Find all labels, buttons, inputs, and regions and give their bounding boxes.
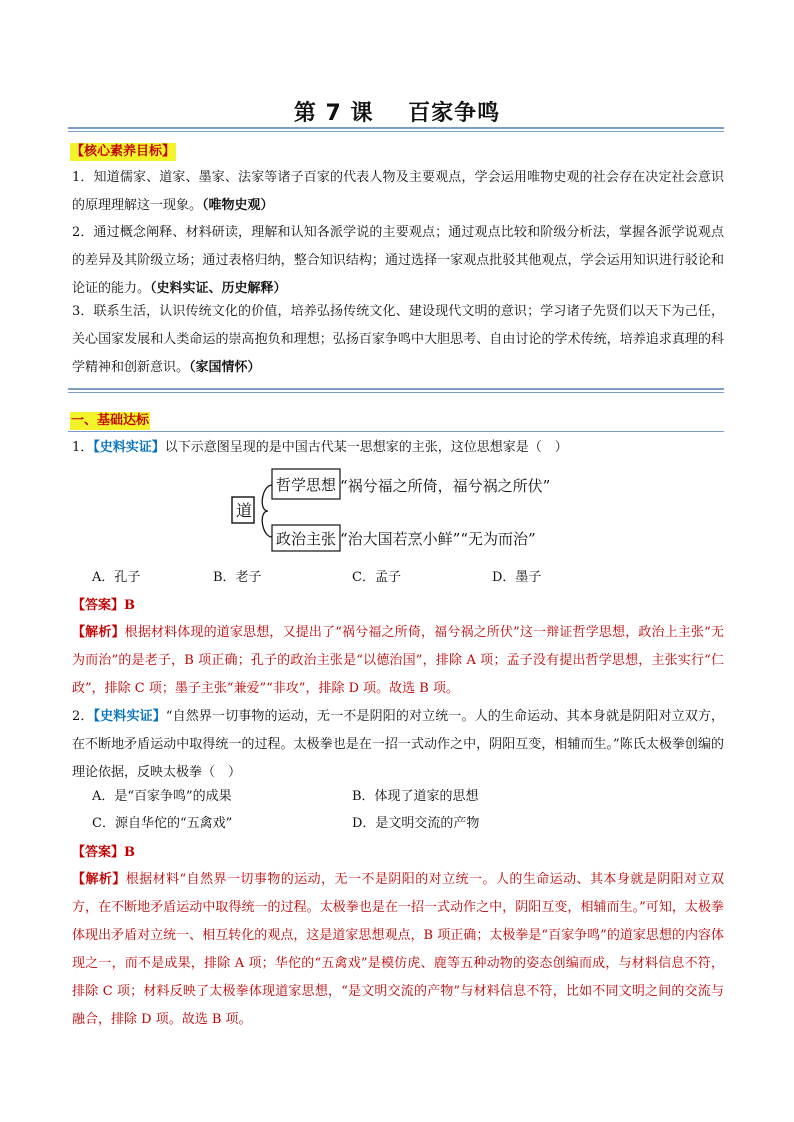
question-2-tag: 【史料实证】 — [93, 709, 166, 724]
diagram-root-label: 道 — [236, 501, 253, 520]
question-2-answer — [72, 839, 724, 867]
goal-item-1-text: 1．知道儒家、道家、墨家、法家等诸子百家的代表人物及主要观点，学会运用唯物史观的社会存在决定社会意识的原理理解这一现象。 — [72, 170, 724, 213]
goals-tag: 【核心素养目标】 — [71, 144, 176, 159]
goal-item-3-text: 3．联系生活，认识传统文化的价值，培养弘扬传统文化、建设现代文明的意识；学习诸子先贤们以天下为己任，关心国家发展和人类命运的崇高抱负和理想；弘扬百家争鸣中大胆思考、自由讨论的学术传统，培养追求真理的科学精神和创新意识。 — [72, 304, 724, 375]
goal-item-2 — [72, 219, 724, 303]
question-1-diagram — [228, 465, 573, 560]
diagram-branch-2-label: 政治主张 — [276, 530, 337, 548]
goal-item-1 — [72, 164, 724, 220]
goal-item-3-label: （家国情怀） — [189, 360, 261, 375]
question-2-analysis-text: 根据材料“自然界一切事物的运动，无一不是阴阳的对立统一。人的生命运动、其本身就是阴阳对立双方，在不断地矛盾运动中取得统一的过程。太极拳也是在一招一式动作之中，阴阳互变，相辅而生。”可知，太极拳体现出矛盾对立统一、相互转化的观点，这是道家思想观点，B 项正确；太极拳是“百家争鸣”的道家思想的内容体现之一，而不是成果，排除 A 项；华佗的“五禽戏”是模仿虎、鹿等五种动物的姿态创编而成，与材料信息不符，排除 C 项；材料反映了太极拳体现道家思想，“是文明交流的产物”与材料信息不符，比如不同文明之间的交流与融合，排除 D 项。故选 B 项。 — [72, 872, 724, 1027]
question-2-analysis-label: 【解析】 — [72, 872, 126, 887]
title-divider — [68, 127, 724, 132]
question-1-analysis — [72, 619, 724, 703]
goal-item-3 — [72, 298, 724, 382]
goal-item-2-label: （史料实证、历史解释） — [150, 281, 287, 296]
question-2-option-b[interactable]: B．体现了道家的思想 — [352, 789, 479, 804]
question-2-option-a[interactable]: A．是“百家争鸣”的成果 — [92, 789, 232, 804]
question-2-stem: “自然界一切事物的运动，无一不是阴阳的对立统一。人的生命运动、其本身就是阴阳对立双方，在不断地矛盾运动中取得统一的过程。太极拳也是在一招一式动作之中，阴阳互变，相辅而生。”陈氏太极拳创编的理论依据，反映太极拳（ ） — [72, 709, 724, 780]
question-1-answer-value: B — [124, 598, 136, 613]
question-1-option-b[interactable]: B．老子 — [213, 570, 262, 585]
question-1-number: 1． — [72, 440, 94, 455]
question-1-analysis-label: 【解析】 — [72, 625, 125, 640]
section-heading: 一、基础达标 — [71, 413, 150, 428]
question-2 — [72, 703, 724, 787]
question-1 — [72, 434, 724, 462]
question-2-number: 2． — [72, 709, 94, 724]
diagram-quote-1: “祸兮福之所倚，福兮祸之所伏” — [340, 477, 551, 495]
question-1-option-c[interactable]: C．孟子 — [352, 570, 401, 585]
question-1-analysis-text: 根据材料体现的道家思想，又提出了“祸兮福之所倚，福兮祸之所伏”这一辩证哲学思想，政治上主张“无为而治”的是老子，B 项正确；孔子的政治主张是“以德治国”，排除 A 项；孟子没有提出哲学思想，主张实行“仁政”，排除 C 项；墨子主张“兼爱”“非攻”，排除 D 项。故选 B 项。 — [72, 625, 724, 696]
goal-item-1-label: （唯物史观） — [202, 198, 274, 213]
question-1-option-a[interactable]: A．孔子 — [92, 570, 141, 585]
question-1-stem: 以下示意图呈现的是中国古代某一思想家的主张，这位思想家是（ ） — [164, 440, 568, 455]
question-2-option-c[interactable]: C．源自华佗的“五禽戏” — [92, 816, 233, 831]
goal-item-2-text: 2．通过概念阐释、材料研读，理解和认知各派学说的主要观点；通过观点比较和阶级分析法，掌握各派学说观点的差异及其阶级立场；通过表格归纳，整合知识结构；通过选择一家观点批驳其他观点，学会运用知识进行驳论和论证的能力。 — [72, 225, 724, 296]
question-2-analysis — [72, 866, 724, 1034]
page-title: 第 7 课 百家争鸣 — [293, 101, 501, 126]
question-1-tag: 【史料实证】 — [93, 440, 165, 455]
section-underline — [68, 431, 724, 432]
question-1-answer — [72, 592, 724, 620]
question-2-answer-value: B — [124, 845, 136, 860]
diagram-quote-2: “治大国若烹小鲜”“无为而治” — [340, 530, 536, 548]
question-1-answer-label: 【答案】 — [72, 598, 125, 613]
diagram-branch-1-label: 哲学思想 — [276, 476, 337, 494]
question-2-answer-label: 【答案】 — [72, 845, 125, 860]
diagram-brace — [262, 485, 272, 537]
question-1-option-d[interactable]: D．墨子 — [492, 570, 542, 585]
goals-divider — [68, 388, 724, 393]
question-2-option-d[interactable]: D．是文明交流的产物 — [352, 816, 480, 831]
